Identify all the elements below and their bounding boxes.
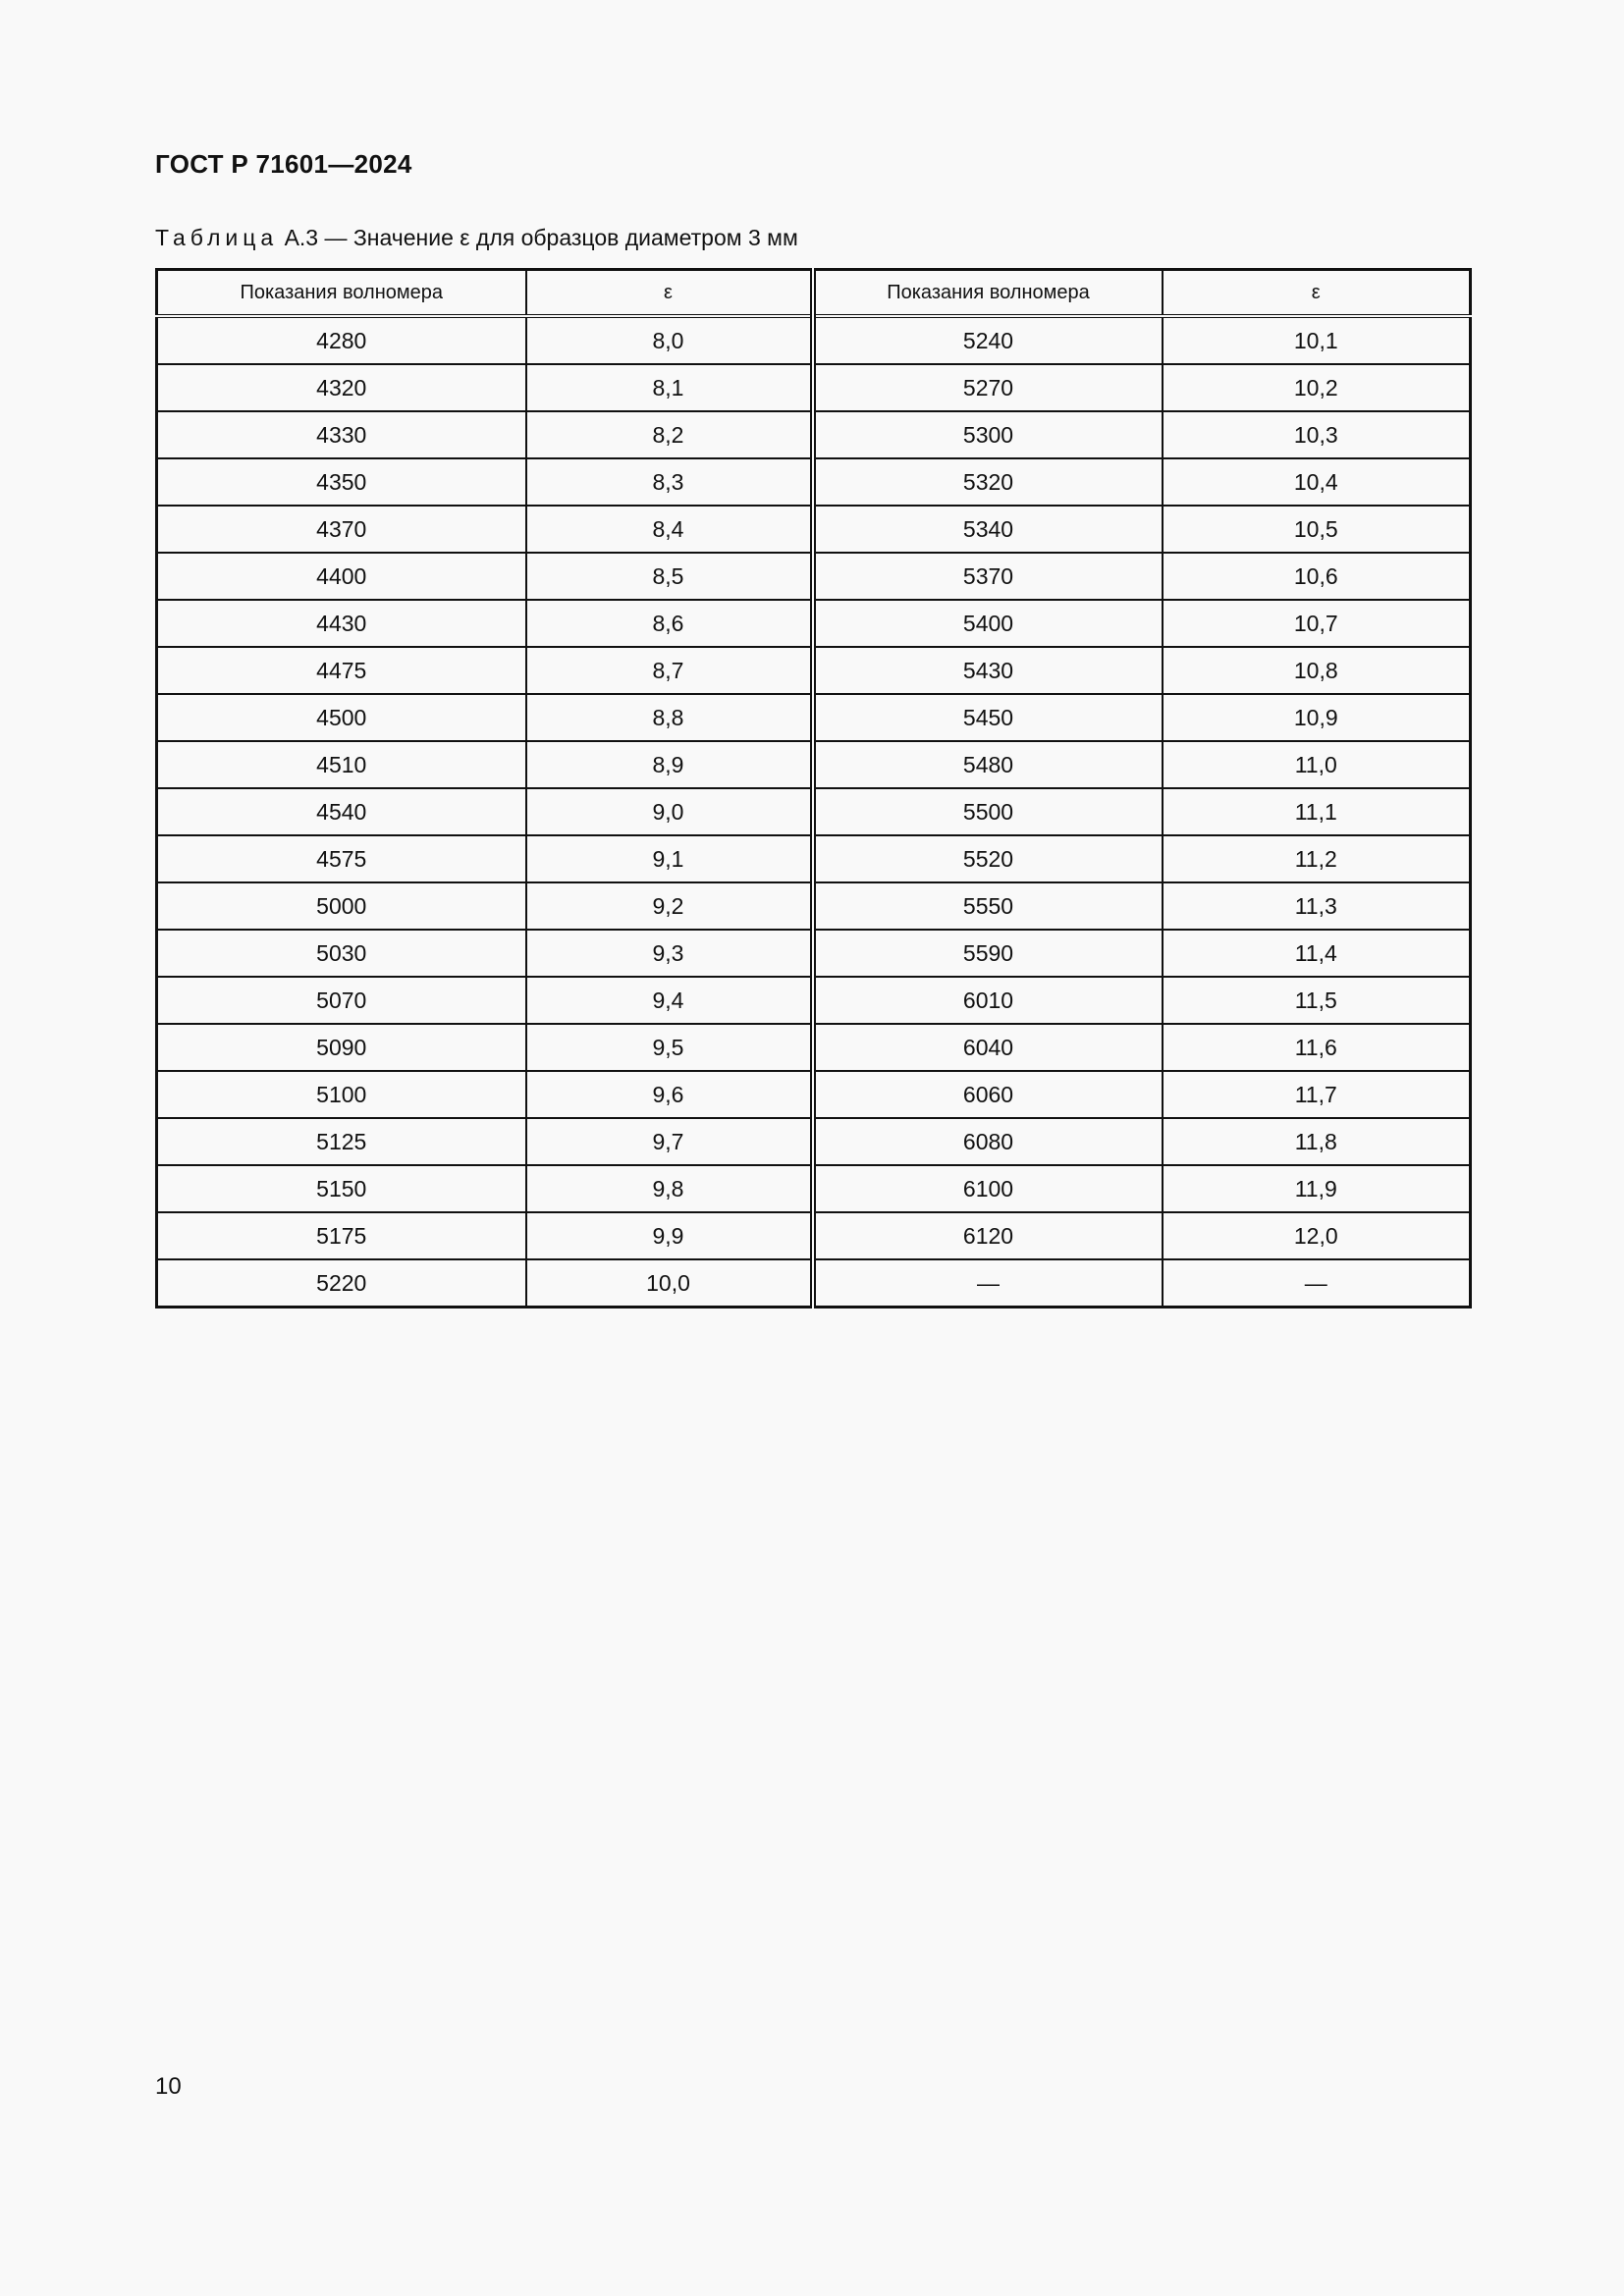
table-row bbox=[157, 364, 1471, 411]
cell-wavemeter-left: 5220 bbox=[157, 1259, 526, 1308]
cell-wavemeter-right: 5430 bbox=[813, 647, 1163, 694]
cell-wavemeter-left: 4280 bbox=[157, 316, 526, 364]
cell-wavemeter-left: 5070 bbox=[157, 977, 526, 1024]
cell-wavemeter-left: 5090 bbox=[157, 1024, 526, 1071]
cell-wavemeter-right: — bbox=[813, 1259, 1163, 1308]
cell-wavemeter-right: 5320 bbox=[813, 458, 1163, 506]
table-row bbox=[157, 647, 1471, 694]
cell-epsilon-left: 8,7 bbox=[526, 647, 813, 694]
cell-epsilon-left: 9,6 bbox=[526, 1071, 813, 1118]
cell-wavemeter-left: 4430 bbox=[157, 600, 526, 647]
cell-epsilon-left: 8,1 bbox=[526, 364, 813, 411]
cell-wavemeter-left: 4510 bbox=[157, 741, 526, 788]
table-caption-text: А.3 — Значение ε для образцов диаметром 3 мм bbox=[284, 225, 798, 250]
cell-wavemeter-right: 5340 bbox=[813, 506, 1163, 553]
cell-epsilon-right: 11,2 bbox=[1163, 835, 1471, 882]
table-row bbox=[157, 411, 1471, 458]
cell-epsilon-right: 10,6 bbox=[1163, 553, 1471, 600]
table-row bbox=[157, 553, 1471, 600]
cell-epsilon-right: 10,8 bbox=[1163, 647, 1471, 694]
cell-epsilon-left: 9,4 bbox=[526, 977, 813, 1024]
cell-epsilon-left: 8,0 bbox=[526, 316, 813, 364]
cell-epsilon-left: 9,0 bbox=[526, 788, 813, 835]
table-row bbox=[157, 1118, 1471, 1165]
table-row bbox=[157, 1165, 1471, 1212]
cell-wavemeter-right: 6120 bbox=[813, 1212, 1163, 1259]
cell-wavemeter-right: 6040 bbox=[813, 1024, 1163, 1071]
cell-epsilon-left: 9,3 bbox=[526, 930, 813, 977]
cell-wavemeter-left: 4370 bbox=[157, 506, 526, 553]
cell-epsilon-right: 11,3 bbox=[1163, 882, 1471, 930]
cell-epsilon-left: 9,2 bbox=[526, 882, 813, 930]
cell-epsilon-right: 11,0 bbox=[1163, 741, 1471, 788]
cell-epsilon-right: 10,9 bbox=[1163, 694, 1471, 741]
table-row bbox=[157, 694, 1471, 741]
cell-epsilon-right: 11,7 bbox=[1163, 1071, 1471, 1118]
cell-wavemeter-left: 4475 bbox=[157, 647, 526, 694]
table-caption bbox=[155, 225, 798, 251]
cell-wavemeter-left: 4540 bbox=[157, 788, 526, 835]
table-caption-label: Таблица bbox=[155, 225, 279, 250]
table-row bbox=[157, 600, 1471, 647]
cell-epsilon-left: 8,8 bbox=[526, 694, 813, 741]
cell-wavemeter-right: 6080 bbox=[813, 1118, 1163, 1165]
cell-wavemeter-left: 5150 bbox=[157, 1165, 526, 1212]
cell-epsilon-right: 11,8 bbox=[1163, 1118, 1471, 1165]
table-row bbox=[157, 788, 1471, 835]
cell-wavemeter-right: 5240 bbox=[813, 316, 1163, 364]
table-row bbox=[157, 835, 1471, 882]
cell-wavemeter-right: 5550 bbox=[813, 882, 1163, 930]
cell-epsilon-right: 10,3 bbox=[1163, 411, 1471, 458]
cell-epsilon-left: 8,3 bbox=[526, 458, 813, 506]
table-row bbox=[157, 930, 1471, 977]
cell-wavemeter-right: 6010 bbox=[813, 977, 1163, 1024]
table-header-row bbox=[157, 270, 1471, 317]
cell-epsilon-right: 10,7 bbox=[1163, 600, 1471, 647]
cell-wavemeter-left: 4575 bbox=[157, 835, 526, 882]
cell-wavemeter-left: 4330 bbox=[157, 411, 526, 458]
cell-epsilon-left: 9,9 bbox=[526, 1212, 813, 1259]
table-row bbox=[157, 316, 1471, 364]
cell-wavemeter-right: 6060 bbox=[813, 1071, 1163, 1118]
table-row bbox=[157, 1071, 1471, 1118]
cell-epsilon-right: 10,5 bbox=[1163, 506, 1471, 553]
document-header: ГОСТ Р 71601—2024 bbox=[155, 149, 412, 179]
table-body bbox=[157, 316, 1471, 1308]
cell-epsilon-right: — bbox=[1163, 1259, 1471, 1308]
table-row bbox=[157, 882, 1471, 930]
cell-wavemeter-right: 6100 bbox=[813, 1165, 1163, 1212]
cell-epsilon-right: 11,4 bbox=[1163, 930, 1471, 977]
cell-wavemeter-right: 5270 bbox=[813, 364, 1163, 411]
cell-epsilon-right: 10,1 bbox=[1163, 316, 1471, 364]
cell-epsilon-left: 8,9 bbox=[526, 741, 813, 788]
column-header-wavemeter-right: Показания волномера bbox=[813, 270, 1163, 317]
cell-epsilon-left: 10,0 bbox=[526, 1259, 813, 1308]
column-header-epsilon-right: ε bbox=[1163, 270, 1471, 317]
cell-epsilon-right: 10,4 bbox=[1163, 458, 1471, 506]
cell-epsilon-right: 12,0 bbox=[1163, 1212, 1471, 1259]
table-row bbox=[157, 506, 1471, 553]
cell-wavemeter-left: 5100 bbox=[157, 1071, 526, 1118]
cell-epsilon-left: 8,2 bbox=[526, 411, 813, 458]
cell-epsilon-right: 11,9 bbox=[1163, 1165, 1471, 1212]
table-row bbox=[157, 1259, 1471, 1308]
cell-epsilon-left: 8,6 bbox=[526, 600, 813, 647]
cell-wavemeter-right: 5450 bbox=[813, 694, 1163, 741]
table-row bbox=[157, 977, 1471, 1024]
cell-epsilon-left: 9,8 bbox=[526, 1165, 813, 1212]
cell-epsilon-right: 10,2 bbox=[1163, 364, 1471, 411]
cell-wavemeter-right: 5400 bbox=[813, 600, 1163, 647]
cell-wavemeter-right: 5480 bbox=[813, 741, 1163, 788]
page-number: 10 bbox=[155, 2073, 182, 2100]
wavemeter-epsilon-table bbox=[155, 268, 1472, 1308]
column-header-wavemeter-left: Показания волномера bbox=[157, 270, 526, 317]
cell-wavemeter-left: 5030 bbox=[157, 930, 526, 977]
cell-wavemeter-right: 5500 bbox=[813, 788, 1163, 835]
cell-wavemeter-left: 4350 bbox=[157, 458, 526, 506]
column-header-epsilon-left: ε bbox=[526, 270, 813, 317]
cell-epsilon-left: 8,4 bbox=[526, 506, 813, 553]
table-row bbox=[157, 1024, 1471, 1071]
cell-wavemeter-left: 5125 bbox=[157, 1118, 526, 1165]
cell-wavemeter-left: 4500 bbox=[157, 694, 526, 741]
table-row bbox=[157, 741, 1471, 788]
cell-epsilon-left: 8,5 bbox=[526, 553, 813, 600]
cell-wavemeter-left: 5000 bbox=[157, 882, 526, 930]
cell-wavemeter-right: 5590 bbox=[813, 930, 1163, 977]
cell-epsilon-right: 11,5 bbox=[1163, 977, 1471, 1024]
cell-epsilon-left: 9,5 bbox=[526, 1024, 813, 1071]
table-row bbox=[157, 1212, 1471, 1259]
cell-wavemeter-left: 4320 bbox=[157, 364, 526, 411]
cell-wavemeter-left: 4400 bbox=[157, 553, 526, 600]
cell-epsilon-left: 9,7 bbox=[526, 1118, 813, 1165]
table-row bbox=[157, 458, 1471, 506]
cell-epsilon-right: 11,1 bbox=[1163, 788, 1471, 835]
cell-wavemeter-left: 5175 bbox=[157, 1212, 526, 1259]
cell-wavemeter-right: 5520 bbox=[813, 835, 1163, 882]
cell-wavemeter-right: 5370 bbox=[813, 553, 1163, 600]
cell-epsilon-right: 11,6 bbox=[1163, 1024, 1471, 1071]
cell-epsilon-left: 9,1 bbox=[526, 835, 813, 882]
cell-wavemeter-right: 5300 bbox=[813, 411, 1163, 458]
